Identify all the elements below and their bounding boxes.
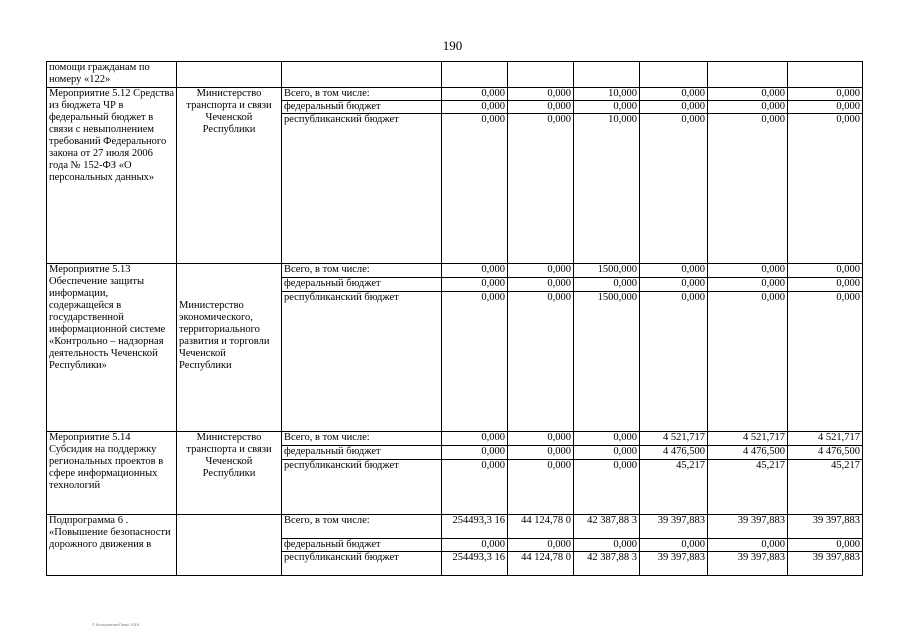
budget-value: 4 476,500: [640, 446, 708, 460]
budget-value: 0,000: [574, 278, 640, 292]
budget-line-label: федеральный бюджет: [282, 539, 442, 552]
budget-value: 0,000: [508, 446, 574, 460]
budget-value: 0,000: [708, 264, 788, 278]
budget-value: 0,000: [708, 539, 788, 552]
budget-line-label: республиканский бюджет: [282, 460, 442, 515]
budget-value: 0,000: [708, 292, 788, 432]
budget-line-label: Всего, в том числе:: [282, 515, 442, 539]
budget-value: 0,000: [788, 114, 863, 264]
budget-value: 0,000: [708, 88, 788, 101]
budget-value: 0,000: [442, 432, 508, 446]
budget-value: 1500,000: [574, 264, 640, 278]
empty-cell: [508, 62, 574, 88]
budget-line-label: федеральный бюджет: [282, 101, 442, 114]
budget-value: 39 397,883: [640, 515, 708, 539]
budget-value: 0,000: [574, 101, 640, 114]
budget-line-label: республиканский бюджет: [282, 552, 442, 576]
budget-line-label: республиканский бюджет: [282, 292, 442, 432]
budget-value: 39 397,883: [708, 552, 788, 576]
budget-value: 0,000: [640, 101, 708, 114]
budget-value: 10,000: [574, 114, 640, 264]
budget-value: 1500,000: [574, 292, 640, 432]
budget-value: 0,000: [442, 539, 508, 552]
budget-value: 0,000: [640, 264, 708, 278]
budget-value: 0,000: [788, 292, 863, 432]
row-executor: Министерство транспорта и связи Чеченской Республики: [177, 432, 282, 515]
row-name: Подпрограмма 6 . «Повышение безопасности дорожного движения в: [47, 515, 177, 576]
budget-value: 39 397,883: [640, 552, 708, 576]
budget-value: 254493,3 16: [442, 552, 508, 576]
budget-value: 42 387,88 3: [574, 552, 640, 576]
budget-value: 0,000: [708, 278, 788, 292]
budget-value: 4 521,717: [708, 432, 788, 446]
table-row: [47, 432, 863, 446]
budget-value: 0,000: [508, 460, 574, 515]
row-name: помощи гражданам по номеру «122»: [47, 62, 177, 88]
budget-value: 44 124,78 0: [508, 552, 574, 576]
empty-cell: [177, 62, 282, 88]
budget-value: 0,000: [442, 264, 508, 278]
empty-cell: [788, 62, 863, 88]
budget-value: 0,000: [508, 292, 574, 432]
budget-value: 0,000: [508, 278, 574, 292]
table-row: [47, 264, 863, 278]
budget-value: 0,000: [574, 432, 640, 446]
budget-value: 0,000: [442, 460, 508, 515]
budget-value: 0,000: [508, 264, 574, 278]
empty-cell: [574, 62, 640, 88]
budget-value: 254493,3 16: [442, 515, 508, 539]
budget-value: 4 521,717: [640, 432, 708, 446]
budget-value: 0,000: [574, 460, 640, 515]
budget-table: [46, 61, 863, 576]
budget-value: 0,000: [574, 539, 640, 552]
budget-value: 4 521,717: [788, 432, 863, 446]
budget-value: 0,000: [788, 278, 863, 292]
empty-cell: [708, 62, 788, 88]
budget-value: 39 397,883: [788, 515, 863, 539]
budget-value: 0,000: [508, 114, 574, 264]
budget-value: 0,000: [508, 432, 574, 446]
row-name: Мероприятие 5.12 Средства из бюджета ЧР в федеральный бюджет в связи с невыполнением требований Федерального закона от 27 июля 2006 года № 152-ФЗ «О персональных данных»: [47, 88, 177, 264]
budget-line-label: Всего, в том числе:: [282, 432, 442, 446]
budget-value: 0,000: [708, 114, 788, 264]
budget-value: 0,000: [508, 539, 574, 552]
budget-line-label: федеральный бюджет: [282, 278, 442, 292]
budget-value: 45,217: [640, 460, 708, 515]
table-row: [47, 515, 863, 539]
row-executor: Министерство транспорта и связи Чеченской Республики: [177, 88, 282, 264]
budget-value: 0,000: [442, 446, 508, 460]
budget-value: 10,000: [574, 88, 640, 101]
row-executor: [177, 515, 282, 576]
budget-value: 0,000: [640, 292, 708, 432]
table-row: [47, 62, 863, 88]
budget-line-label: Всего, в том числе:: [282, 88, 442, 101]
budget-value: 0,000: [442, 88, 508, 101]
budget-value: 0,000: [788, 539, 863, 552]
budget-value: 0,000: [640, 278, 708, 292]
row-executor: Министерство экономического, территориального развития и торговли Чеченской Республики: [177, 264, 282, 432]
budget-value: 0,000: [442, 292, 508, 432]
row-name: Мероприятие 5.13 Обеспечение защиты информации, содержащейся в государственной информационной системе «Контрольно – надзорная деятельность Чеченской Республики»: [47, 264, 177, 432]
budget-value: 0,000: [442, 114, 508, 264]
budget-value: 0,000: [508, 88, 574, 101]
budget-value: 39 397,883: [788, 552, 863, 576]
budget-value: 0,000: [640, 114, 708, 264]
budget-value: 42 387,88 3: [574, 515, 640, 539]
budget-value: 44 124,78 0: [508, 515, 574, 539]
budget-value: 0,000: [640, 539, 708, 552]
budget-value: 45,217: [788, 460, 863, 515]
empty-cell: [640, 62, 708, 88]
budget-line-label: Всего, в том числе:: [282, 264, 442, 278]
budget-value: 0,000: [640, 88, 708, 101]
budget-value: 0,000: [442, 101, 508, 114]
empty-cell: [442, 62, 508, 88]
budget-value: 0,000: [708, 101, 788, 114]
budget-value: 0,000: [574, 446, 640, 460]
budget-line-label: республиканский бюджет: [282, 114, 442, 264]
budget-line-label: федеральный бюджет: [282, 446, 442, 460]
budget-value: 4 476,500: [708, 446, 788, 460]
budget-value: 0,000: [442, 278, 508, 292]
budget-value: 0,000: [788, 101, 863, 114]
budget-value: 4 476,500: [788, 446, 863, 460]
empty-cell: [282, 62, 442, 88]
budget-value: 0,000: [788, 264, 863, 278]
budget-value: 0,000: [788, 88, 863, 101]
footer-watermark: © КонсультантПлюс 2015: [92, 622, 140, 627]
row-name: Мероприятие 5.14 Субсидия на поддержку региональных проектов в сфере информационных технологий: [47, 432, 177, 515]
budget-value: 39 397,883: [708, 515, 788, 539]
budget-value: 45,217: [708, 460, 788, 515]
page-number: 190: [442, 38, 463, 53]
budget-value: 0,000: [508, 101, 574, 114]
table-row: [47, 88, 863, 101]
